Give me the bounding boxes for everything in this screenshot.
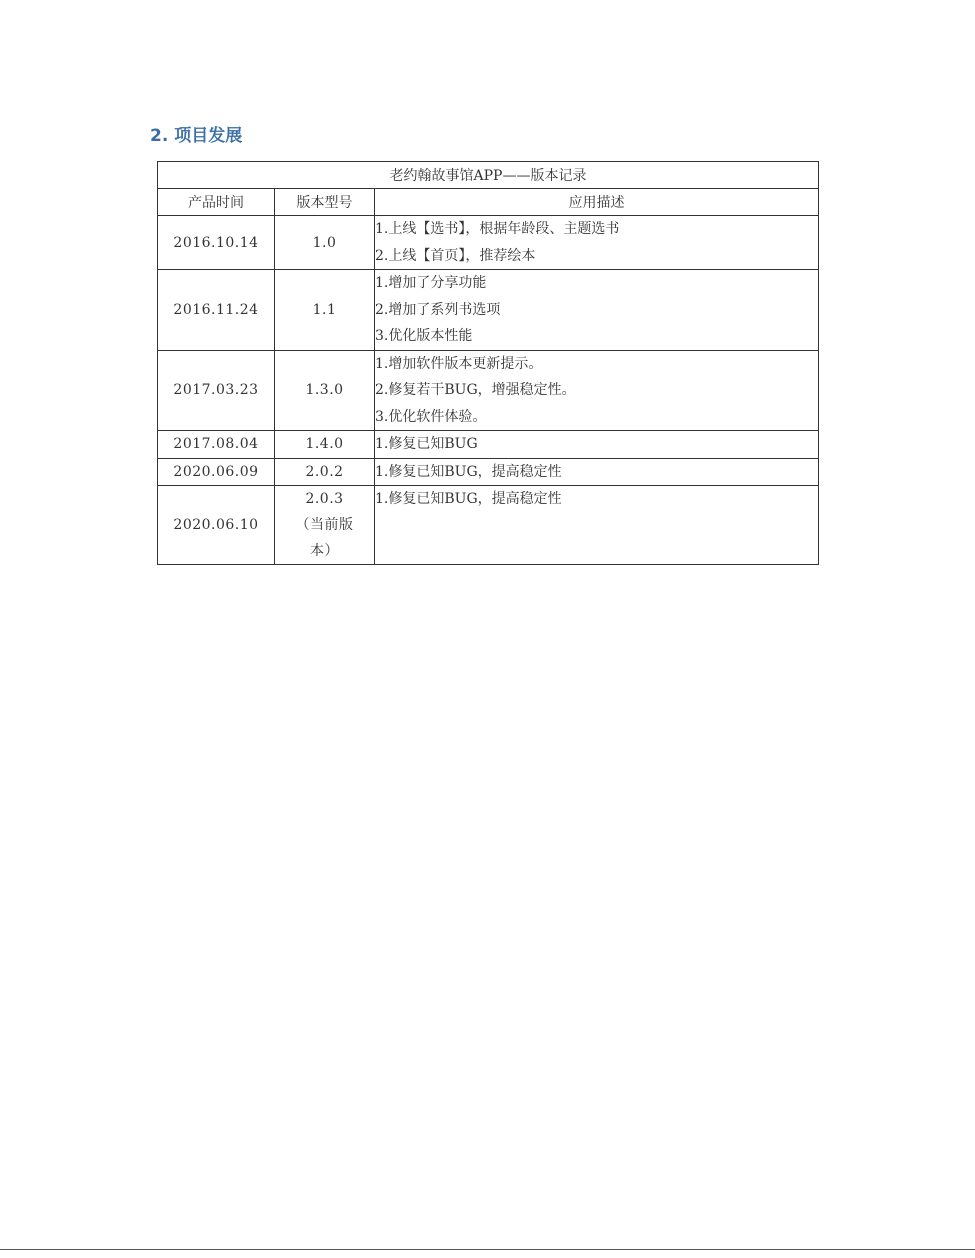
description-cell [375,431,819,459]
date-cell: 2020.06.10 [158,486,275,565]
description-line: 1.增加软件版本更新提示。 [375,355,543,372]
date-cell: 2020.06.09 [158,458,275,486]
version-cell [275,458,375,486]
version-line: 2.0.3 [305,491,344,507]
description-line: 3.优化版本性能 [375,328,473,344]
description-cell [375,458,819,486]
date-cell: 2016.10.14 [158,216,275,270]
description-line: 3.优化软件体验。 [375,408,487,425]
table-row [158,431,819,459]
version-line: 2.0.2 [305,463,344,480]
description-line: 2.上线【首页】，推荐绘本 [375,247,536,264]
table-row [158,458,819,486]
description-line: 1.修复已知BUG，提高稳定性 [375,463,562,480]
version-cell [275,486,375,565]
version-line: 本） [310,543,339,559]
version-cell [275,431,375,459]
header-version: 版本型号 [275,189,375,216]
header-date: 产品时间 [158,189,275,216]
version-cell [275,216,375,270]
version-cell [275,350,375,431]
date-cell: 2016.11.24 [158,270,275,351]
description-line: 1.修复已知BUG [375,436,478,452]
page-bottom-rule [0,1249,975,1250]
table-row [158,486,819,565]
description-line: 2.修复若干BUG，增强稳定性。 [375,382,576,398]
version-line: （当前版 [295,517,354,533]
header-description: 应用描述 [375,189,819,216]
version-line: 1.3.0 [305,382,344,399]
table-title: 老约翰故事馆APP——版本记录 [158,162,819,189]
table-row [158,216,819,270]
table-row [158,350,819,431]
description-line: 1.修复已知BUG，提高稳定性 [375,491,562,507]
description-line: 1.增加了分享功能 [375,275,487,291]
description-line: 1.上线【选书】，根据年龄段、主题选书 [375,221,620,237]
description-cell [375,270,819,351]
version-record-table [157,161,819,565]
description-cell [375,216,819,270]
version-cell [275,270,375,351]
section-heading: 2. 项目发展 [150,126,243,146]
date-cell: 2017.08.04 [158,431,275,459]
version-line: 1.1 [312,301,337,318]
table-header-row [158,189,819,216]
description-cell [375,486,819,565]
version-line: 1.0 [312,234,337,251]
table-row [158,270,819,351]
table-title-row [158,162,819,189]
date-cell: 2017.03.23 [158,350,275,431]
version-line: 1.4.0 [305,436,344,453]
description-line: 2.增加了系列书选项 [375,301,501,318]
description-cell [375,350,819,431]
